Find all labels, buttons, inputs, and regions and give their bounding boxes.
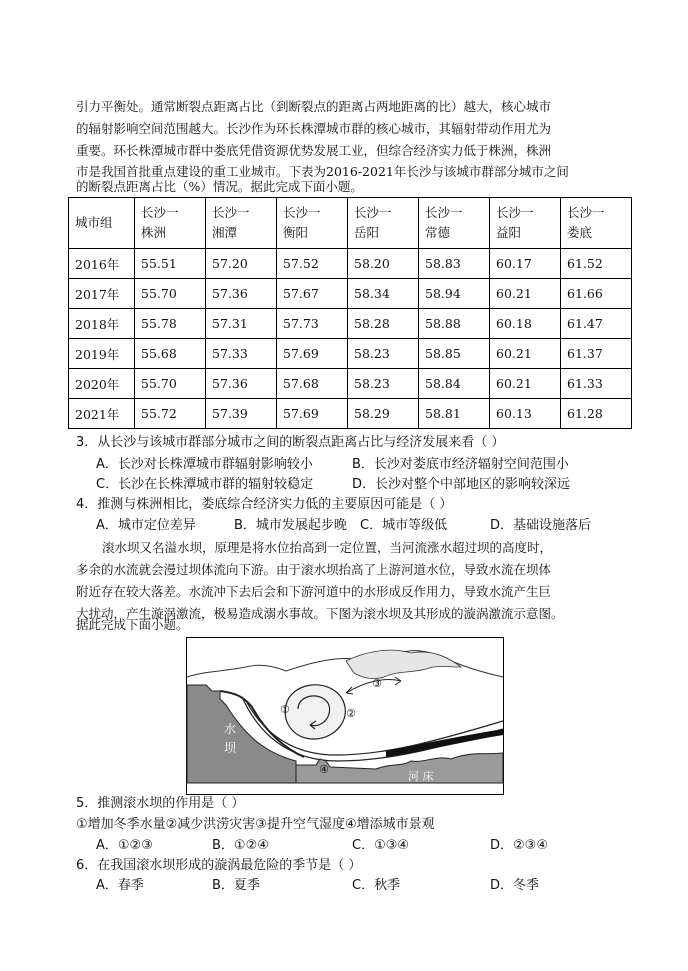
table-header-cell <box>277 198 348 249</box>
q6-option-b[interactable]: B．夏季 <box>212 878 260 893</box>
q3-option-b[interactable]: B．长沙对娄底市经济辐射空间范围小 <box>352 457 569 472</box>
q5-option-b[interactable]: B．①②④ <box>212 838 269 853</box>
value-cell: 58.84 <box>419 369 490 399</box>
vortex <box>285 685 345 739</box>
value-cell: 61.52 <box>561 249 632 279</box>
value-cell: 57.52 <box>277 249 348 279</box>
passage-line: 多余的水流就会漫过坝体流向下游。由于滚水坝抬高了上游河道水位，导致水流在坝体 <box>76 562 552 577</box>
header-line: 长沙一 <box>141 205 179 220</box>
marker-3: ③ <box>372 677 382 690</box>
header-line: 长沙一 <box>212 205 250 220</box>
question-5-stem: 5．推测滚水坝的作用是（ ） <box>76 796 245 811</box>
question-6-stem: 6．在我国滚水坝形成的漩涡最危险的季节是（ ） <box>76 858 362 873</box>
q3-option-d[interactable]: D．长沙对整个中部地区的影响较深远 <box>352 477 571 492</box>
table-row <box>69 369 632 399</box>
value-cell: 57.73 <box>277 309 348 339</box>
q6-option-d[interactable]: D．冬季 <box>490 878 540 893</box>
value-cell: 57.39 <box>206 399 277 429</box>
table-header-cell <box>419 198 490 249</box>
value-cell: 60.18 <box>490 309 561 339</box>
value-cell: 58.23 <box>348 369 419 399</box>
table-header-cell <box>206 198 277 249</box>
q6-option-c[interactable]: C．秋季 <box>352 878 401 893</box>
question-4-stem: 4．推测与株洲相比，娄底综合经济实力低的主要原因可能是（ ） <box>76 497 453 512</box>
year-cell: 2017年 <box>69 279 135 309</box>
value-cell: 55.70 <box>135 279 206 309</box>
value-cell: 60.17 <box>490 249 561 279</box>
passage-line: 的断裂点距离占比（%）情况。据此完成下面小题。 <box>76 179 363 194</box>
q6-option-a[interactable]: A．春季 <box>96 878 144 893</box>
passage-line: 的辐射影响空间范围越大。长沙作为环长株潭城市群的核心城市，其辐射带动作用尤为 <box>76 121 552 136</box>
header-line: 娄底 <box>567 225 593 240</box>
header-line: 长沙一 <box>425 205 463 220</box>
header-line: 株洲 <box>141 225 167 240</box>
q4-option-c[interactable]: C．城市等级低 <box>360 518 448 533</box>
dam-label-2: 坝 <box>224 741 237 755</box>
breakpoint-ratio-table <box>68 197 632 429</box>
value-cell: 57.69 <box>277 339 348 369</box>
value-cell: 60.21 <box>490 369 561 399</box>
question-5-items: ①增加冬季水量②减少洪涝灾害③提升空气湿度④增添城市景观 <box>76 817 435 832</box>
value-cell: 58.34 <box>348 279 419 309</box>
q5-option-c[interactable]: C．①③④ <box>352 838 410 853</box>
q3-option-a[interactable]: A．长沙对长株潭城市群辐射影响较小 <box>96 457 313 472</box>
passage-line: 附近存在较大落差。水流冲下去后会和下游河道中的水形成反作用力，导致水流产生巨 <box>76 584 552 599</box>
passage-text: 滚水坝又名溢水坝，原理是将水位抬高到一定位置，当河流涨水超过坝的高度时， <box>102 540 553 555</box>
header-line: 益阳 <box>496 225 522 240</box>
value-cell: 57.33 <box>206 339 277 369</box>
q4-option-a[interactable]: A．城市定位差异 <box>96 518 196 533</box>
value-cell: 58.94 <box>419 279 490 309</box>
value-cell: 57.20 <box>206 249 277 279</box>
value-cell: 61.28 <box>561 399 632 429</box>
passage-line: 重要。环长株潭城市群中娄底凭借资源优势发展工业，但综合经济实力低于株洲，株洲 <box>76 143 552 158</box>
value-cell: 55.70 <box>135 369 206 399</box>
passage-line: 引力平衡处。通常断裂点距离占比（到断裂点的距离占两地距离的比）越大，核心城市 <box>76 99 552 114</box>
header-line: 岳阳 <box>354 225 380 240</box>
q4-option-b[interactable]: B．城市发展起步晚 <box>234 518 347 533</box>
value-cell: 61.37 <box>561 339 632 369</box>
table-row <box>69 399 632 429</box>
question-3-stem: 3．从长沙与该城市群部分城市之间的断裂点距离占比与经济发展来看（ ） <box>76 435 505 450</box>
header-line: 长沙一 <box>283 205 321 220</box>
table-header-row <box>69 198 632 249</box>
table-corner-cell <box>69 198 135 249</box>
riverbed-label: 河 床 <box>408 770 434 783</box>
value-cell: 61.47 <box>561 309 632 339</box>
passage-line <box>76 537 624 559</box>
marker-2: ② <box>346 707 356 720</box>
value-cell: 61.66 <box>561 279 632 309</box>
table-row <box>69 339 632 369</box>
q3-option-c[interactable]: C．长沙在长株潭城市群的辐射较稳定 <box>96 477 314 492</box>
passage-line: 据此完成下面小题。 <box>76 617 189 632</box>
passage-line: 市是我国首批重点建设的重工业城市。下表为2016-2021年长沙与该城市群部分城市之间 <box>76 164 569 179</box>
value-cell: 57.68 <box>277 369 348 399</box>
q5-option-d[interactable]: D．②③④ <box>490 838 548 853</box>
year-cell: 2019年 <box>69 339 135 369</box>
value-cell: 58.81 <box>419 399 490 429</box>
value-cell: 57.69 <box>277 399 348 429</box>
table-header-cell <box>135 198 206 249</box>
marker-1: ① <box>280 703 290 716</box>
value-cell: 58.85 <box>419 339 490 369</box>
table-header-cell <box>490 198 561 249</box>
header-line: 长沙一 <box>354 205 392 220</box>
value-cell: 55.68 <box>135 339 206 369</box>
header-line: 长沙一 <box>567 205 605 220</box>
value-cell: 57.67 <box>277 279 348 309</box>
value-cell: 58.28 <box>348 309 419 339</box>
header-line: 衡阳 <box>283 225 309 240</box>
value-cell: 58.29 <box>348 399 419 429</box>
rolling-dam-diagram <box>186 637 504 795</box>
corner-label: 城市组 <box>75 215 113 230</box>
q5-option-a[interactable]: A．①②③ <box>96 838 153 853</box>
table-row <box>69 309 632 339</box>
table-header-cell <box>348 198 419 249</box>
marker-4: ④ <box>319 763 329 776</box>
header-line: 湘潭 <box>212 225 238 240</box>
value-cell: 58.83 <box>419 249 490 279</box>
passage-line: 大扰动，产生漩涡激流，极易造成溺水事故。下图为滚水坝及其形成的漩涡激流示意图。 <box>76 606 564 621</box>
value-cell: 60.13 <box>490 399 561 429</box>
table-row <box>69 279 632 309</box>
value-cell: 58.20 <box>348 249 419 279</box>
value-cell: 61.33 <box>561 369 632 399</box>
year-cell: 2018年 <box>69 309 135 339</box>
table-row <box>69 249 632 279</box>
value-cell: 55.51 <box>135 249 206 279</box>
value-cell: 60.21 <box>490 279 561 309</box>
year-cell: 2016年 <box>69 249 135 279</box>
value-cell: 57.36 <box>206 369 277 399</box>
value-cell: 57.36 <box>206 279 277 309</box>
header-line: 常德 <box>425 225 451 240</box>
table-header-cell <box>561 198 632 249</box>
value-cell: 55.78 <box>135 309 206 339</box>
value-cell: 55.72 <box>135 399 206 429</box>
year-cell: 2020年 <box>69 369 135 399</box>
value-cell: 58.88 <box>419 309 490 339</box>
value-cell: 57.31 <box>206 309 277 339</box>
value-cell: 60.21 <box>490 339 561 369</box>
dam-label-1: 水 <box>224 722 237 736</box>
value-cell: 58.23 <box>348 339 419 369</box>
header-line: 长沙一 <box>496 205 534 220</box>
q4-option-d[interactable]: D．基础设施落后 <box>490 518 592 533</box>
year-cell: 2021年 <box>69 399 135 429</box>
